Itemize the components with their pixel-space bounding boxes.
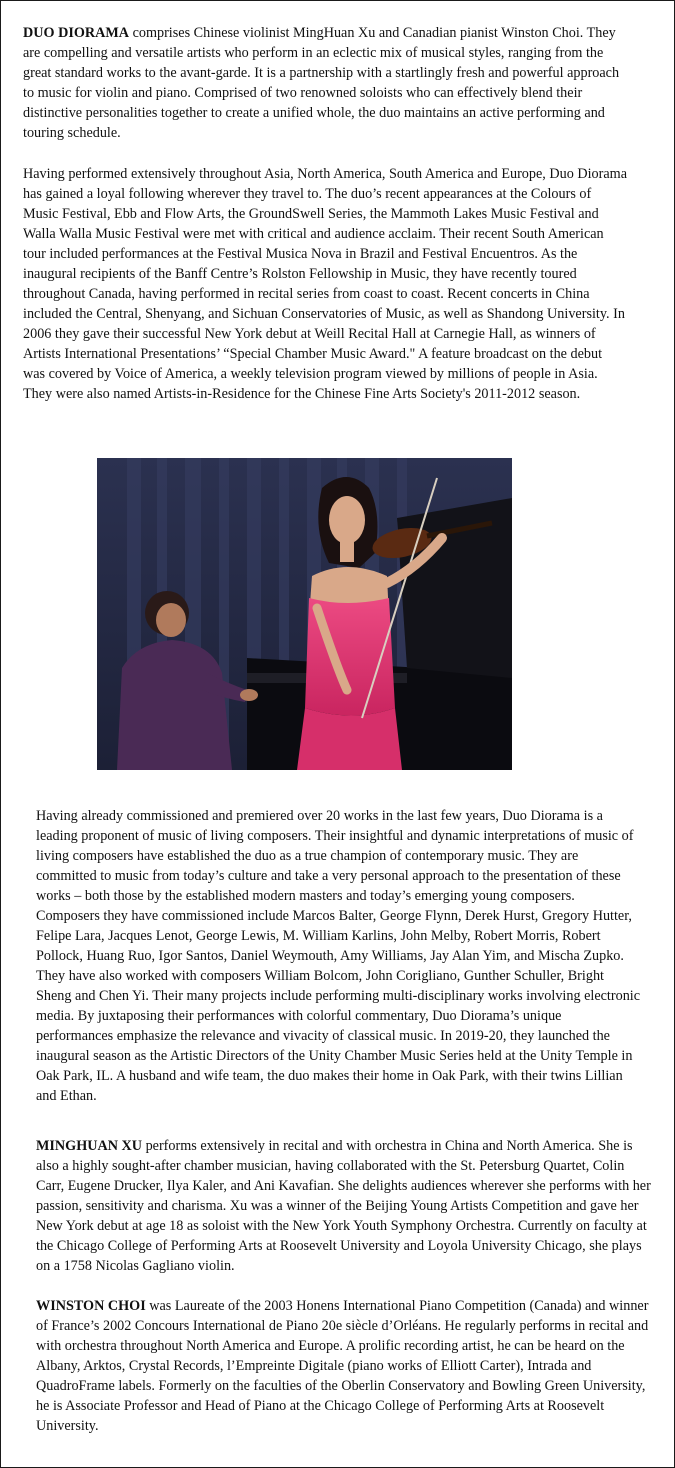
composers-text: Having already commissioned and premiered over 20 works in the last few years, Duo Diorama is a leading proponent of music of living composers. Their insightful and dynamic interpretations of music of living composers have established the duo as a true champion of contemporary music. They are committed to music from today’s culture and take a very personal approach to the presentation of these works – both those by the established modern masters and today’s emerging young composers. Composers they have commissioned include Marcos Balter, George Flynn, Derek Hurst, Gregory Hutter, Felipe Lara, Jacques Lenot, George Lewis, M. William Karlins, John Melby, Robert Morris, Robert Pollock, Huang Ruo, Igor Santos, Daniel Weymouth, Amy Williams, Jay Alan Yim, and Mischa Zupko. They have also worked with composers William Bolcom, John Corigliano, Gunther Schuller, Bright Sheng and Chen Yi. Their many projects include performing multi-disciplinary works involving electronic media. By juxtaposing their performances with colorful commentary, Duo Diorama’s unique performances emphasize the relevance and vivacity of classical music. In 2019-20, they launched the inaugural season as the Artistic Directors of the Unity Chamber Music Series held at the Unity Temple in Oak Park, IL. A husband and wife team, the duo makes their home in Oak Park, with their twins Lillian and Ethan. <box>36 808 641 1104</box>
winston-bio-text: was Laureate of the 2003 Honens International Piano Competition (Canada) and winner of France’s 2002 Concours International de Piano 20e siècle d’Orléans. He regularly performs in recital and with orchestra throughout North America and Europe. A prolific recording artist, he can be heard on the Albany, Arktos, Crystal Records, l’Empreinte Digitale (piano works of Elliott Carter), Intrada and QuadroFrame labels. Formerly on the faculties of the Oberlin Conservatory and Bowling Green University, he is Associate Professor and Head of Piano at the Chicago College of Performing Arts at Roosevelt University. <box>36 1298 649 1434</box>
intro-paragraph <box>23 23 623 143</box>
minghuan-bio-paragraph <box>36 1136 651 1276</box>
touring-text: Having performed extensively throughout Asia, North America, South America and Europe, Duo Diorama has gained a loyal following wherever they travel to. The duo’s recent appearances at the Colours of Music Festival, Ebb and Flow Arts, the GroundSwell Series, the Mammoth Lakes Music Festival and Walla Walla Music Festival were met with critical and audience acclaim. Their recent South American tour included performances at the Festival Musica Nova in Brazil and Festival Encuentros. As the inaugural recipients of the Banff Centre’s Rolston Fellowship in Music, they have recently toured throughout Canada, having performed in recital series from coast to coast. Recent concerts in China included the Central, Shenyang, and Sichuan Conservatories of Music, as well as Shandong University. In 2006 they gave their successful New York debut at Weill Recital Hall at Carnegie Hall, as winners of Artists International Presentations’ “Special Chamber Music Award." A feature broadcast on the debut was covered by Voice of America, a weekly television program viewed by millions of people in Asia. They were also named Artists-in-Residence for the Chinese Fine Arts Society's 2011-2012 season. <box>23 166 627 402</box>
duo-name-lead: DUO DIORAMA <box>23 25 130 41</box>
composers-paragraph <box>36 806 641 1106</box>
touring-paragraph <box>23 164 627 404</box>
minghuan-name-lead: MINGHUAN XU <box>36 1138 143 1154</box>
minghuan-bio-text: performs extensively in recital and with orchestra in China and North America. She is also a highly sought-after chamber musician, having collaborated with the St. Petersburg Quartet, Colin Carr, Eugene Drucker, Ilya Kaler, and Ani Kavafian. She delights audiences wherever she performs with her passion, sensitivity and charisma. Xu was a winner of the Beijing Young Artists Competition and gave her New York debut at age 18 as soloist with the New York Youth Symphony Orchestra. Currently on faculty at the Chicago College of Performing Arts at Roosevelt University and Loyola University Chicago, she plays on a 1758 Nicolas Gagliano violin. <box>36 1138 651 1274</box>
winston-bio-paragraph <box>36 1296 651 1436</box>
winston-name-lead: WINSTON CHOI <box>36 1298 146 1314</box>
intro-text: comprises Chinese violinist MingHuan Xu and Canadian pianist Winston Choi. They are compelling and versatile artists who perform in an eclectic mix of musical styles, ranging from the great standard works to the avant-garde. It is a partnership with a startlingly fresh and powerful approach to music for violin and piano. Comprised of two renowned soloists who can effectively blend their distinctive personalities together to create a unified whole, the duo maintains an active performing and touring schedule. <box>23 25 620 141</box>
duo-performance-photo <box>97 458 512 770</box>
duo-photo-icon <box>97 458 512 770</box>
